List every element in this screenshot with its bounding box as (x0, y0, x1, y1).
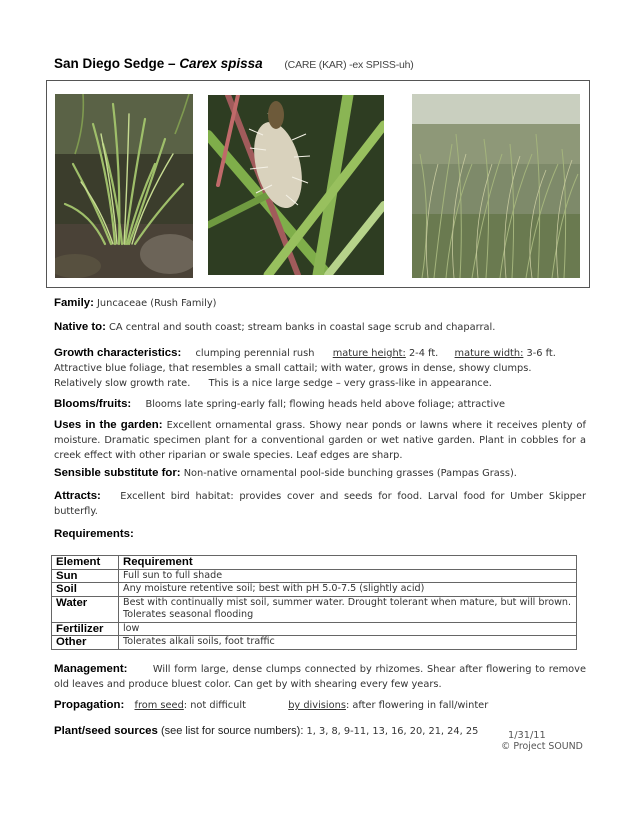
sources-label: Plant/seed sources (54, 725, 158, 737)
uses-label: Uses in the garden: (54, 419, 163, 431)
requirements-heading: Requirements: (54, 528, 134, 540)
table-header-row (52, 556, 577, 570)
element-cell: Soil (52, 583, 119, 597)
mature-height-value: 2-4 ft. (408, 348, 439, 359)
substitute-text: Non-native ornamental pool-side bunching grasses (Pampas Grass). (183, 468, 517, 479)
requirement-cell: Full sun to full shade (119, 569, 577, 583)
management-section (54, 662, 586, 692)
propagation-label: Propagation: (54, 699, 125, 711)
requirements-table (51, 555, 577, 650)
footer-date: 1/31/11 (508, 730, 546, 741)
blooms-text: Blooms late spring-early fall; flowing heads held above foliage; attractive (145, 399, 506, 410)
table-row (52, 622, 577, 636)
mature-width-label: mature width: (454, 348, 524, 359)
mature-height-label: mature height: (332, 348, 406, 359)
sedge-clump-photo (55, 94, 193, 278)
management-label: Management: (54, 663, 128, 675)
growth-line-1 (54, 346, 586, 361)
native-label: Native to: (54, 321, 106, 333)
by-divisions-label: by divisions (288, 700, 346, 711)
family-label: Family: (54, 297, 94, 309)
family-section (54, 296, 586, 311)
sedge-field-photo (412, 94, 580, 278)
requirement-cell: Tolerates alkali soils, foot traffic (119, 636, 577, 650)
native-section (54, 320, 586, 335)
sources-note: (see list for source numbers): (160, 725, 304, 737)
sedge-flower-closeup-photo (208, 95, 384, 275)
column-header-element: Element (52, 556, 119, 570)
growth-section (54, 346, 586, 391)
native-text: CA central and south coast; stream banks in coastal sage scrub and chaparral. (109, 322, 496, 333)
substitute-section (54, 466, 586, 481)
element-cell: Sun (52, 569, 119, 583)
by-divisions-text: : after flowering in fall/winter (345, 700, 489, 711)
uses-text: Excellent ornamental grass. Showy near ponds or lawns where it receives plenty of moisture. Dramatic specimen plant for a conventional garden or wet native garden. Plant in cobbles for a creek effect with other riparian or swale species. Leaf edges are sharp. (54, 420, 586, 461)
blooms-label: Blooms/fruits: (54, 398, 132, 410)
requirement-cell: Best with continually mist soil, summer water. Drought tolerant when mature, but will brown. Tolerates seasonal flooding (119, 596, 577, 622)
attracts-section (54, 489, 586, 519)
element-cell: Fertilizer (52, 622, 119, 636)
column-header-requirement: Requirement (119, 556, 577, 570)
growth-line-3: Relatively slow growth rate. This is a nice large sedge – very grass-like in appearance. (54, 378, 492, 389)
page-title (54, 56, 594, 71)
element-cell: Other (52, 636, 119, 650)
growth-line-2: Attractive blue foliage, that resembles a small cattail; with water, grows in dense, showy clumps. (54, 363, 532, 374)
footer-copyright: © Project SOUND (501, 741, 583, 752)
substitute-label: Sensible substitute for: (54, 467, 181, 479)
attracts-text: Excellent bird habitat: provides cover and seeds for food. Larval food for Umber Skipper butterfly. (54, 491, 586, 517)
propagation-section (54, 698, 586, 713)
from-seed-label: from seed (134, 700, 184, 711)
sources-numbers: 1, 3, 8, 9-11, 13, 16, 20, 21, 24, 25 (306, 726, 479, 737)
pronunciation: (CARE (KAR) -ex SPISS-uh) (284, 59, 414, 71)
requirement-cell: Any moisture retentive soil; best with pH 5.0-7.5 (slightly acid) (119, 583, 577, 597)
blooms-section (54, 397, 586, 412)
from-seed-text: : not difficult (183, 700, 246, 711)
uses-section (54, 418, 586, 463)
photo-frame (46, 80, 590, 288)
scientific-name: Carex spissa (179, 56, 263, 71)
table-row (52, 583, 577, 597)
management-text: Will form large, dense clumps connected by rhizomes. Shear after flowering to remove old leaves and produce bluest color. Can get by with shearing every few years. (54, 664, 586, 690)
table-row (52, 569, 577, 583)
growth-label: Growth characteristics: (54, 347, 182, 359)
mature-width-value: 3-6 ft. (526, 348, 556, 359)
sources-section (54, 724, 500, 739)
element-cell: Water (52, 596, 119, 622)
family-text: Juncaceae (Rush Family) (97, 298, 217, 309)
table-row (52, 636, 577, 650)
growth-habit: clumping perennial rush (195, 348, 315, 359)
attracts-label: Attracts: (54, 490, 101, 502)
requirement-cell: low (119, 622, 577, 636)
common-name: San Diego Sedge – (54, 56, 176, 71)
table-row (52, 596, 577, 622)
